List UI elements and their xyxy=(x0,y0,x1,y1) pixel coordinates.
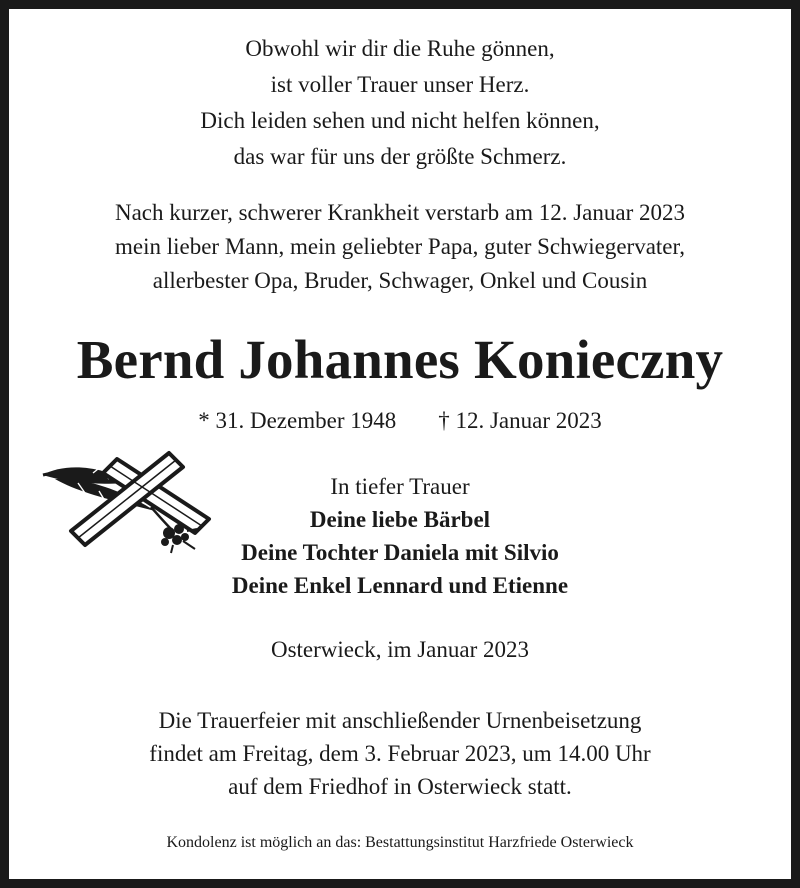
announcement-line: allerbester Opa, Bruder, Schwager, Onkel und Cousin xyxy=(152,268,648,293)
ceremony-line: auf dem Friedhof in Osterwieck statt. xyxy=(228,774,572,799)
mourner-name: Deine liebe Bärbel xyxy=(309,507,491,532)
death-date: † 12. Januar 2023 xyxy=(438,408,602,433)
birth-date: * 31. Dezember 1948 xyxy=(198,408,397,433)
announcement-line: mein lieber Mann, mein geliebter Papa, guter Schwiegervater, xyxy=(114,234,686,259)
mourner-name: Deine Enkel Lennard und Etienne xyxy=(231,573,569,598)
poem-line: ist voller Trauer unser Herz. xyxy=(270,72,530,97)
mourner-name: Deine Tochter Daniela mit Silvio xyxy=(241,540,559,565)
memorial-poem xyxy=(9,31,791,175)
ceremony-line: findet am Freitag, dem 3. Februar 2023, um 14.00 Uhr xyxy=(149,741,651,766)
announcement-line: Nach kurzer, schwerer Krankheit verstarb am 12. Januar 2023 xyxy=(114,200,685,225)
deceased-name: Bernd Johannes Konieczny xyxy=(76,329,724,390)
life-dates xyxy=(9,401,791,441)
place-date: Osterwieck, im Januar 2023 xyxy=(270,637,530,662)
poem-line: das war für uns der größte Schmerz. xyxy=(233,144,567,169)
mourning-heading: In tiefer Trauer xyxy=(330,474,470,499)
ceremony-line: Die Trauerfeier mit anschließender Urnenbeisetzung xyxy=(158,708,642,733)
funeral-ceremony-info xyxy=(9,704,791,803)
death-announcement xyxy=(9,196,791,298)
condolence-note: Kondolenz ist möglich an das: Bestattungsinstitut Harzfriede Osterwieck xyxy=(166,834,634,851)
poem-line: Dich leiden sehen und nicht helfen können, xyxy=(200,108,600,133)
poem-line: Obwohl wir dir die Ruhe gönnen, xyxy=(245,36,555,61)
mourners-block xyxy=(9,470,791,602)
